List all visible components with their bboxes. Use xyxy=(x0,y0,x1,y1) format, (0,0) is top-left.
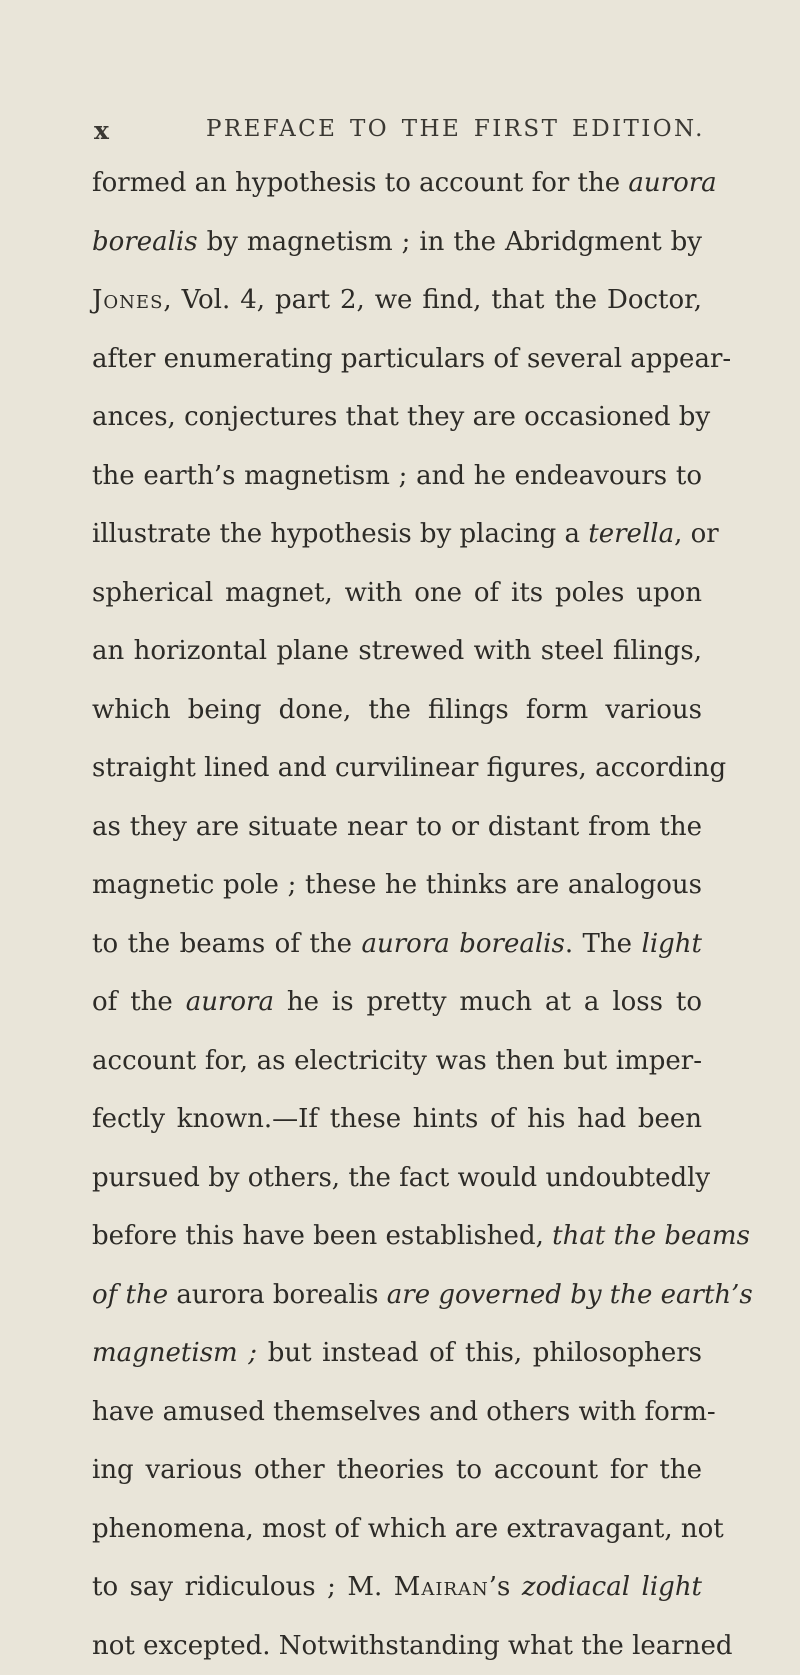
text-line xyxy=(92,1149,702,1208)
text-run: phenomena, most of which are extravagant, not xyxy=(92,1514,724,1544)
text-line xyxy=(92,505,702,564)
text-line xyxy=(92,915,702,974)
running-head xyxy=(94,116,710,146)
text-line xyxy=(92,271,702,330)
text-run: he is pretty much at a loss to xyxy=(274,987,702,1017)
text-run: straight lined and curvilinear figures, according xyxy=(92,753,726,783)
text-line xyxy=(92,330,702,389)
italic-run: aurora borealis xyxy=(361,929,564,959)
italic-run: light xyxy=(642,929,702,959)
text-run: fectly known.—If these hints of his had been xyxy=(92,1104,702,1134)
text-line xyxy=(92,1207,702,1266)
text-line xyxy=(92,1383,702,1442)
text-run: aurora borealis xyxy=(168,1280,387,1310)
text-run: of the xyxy=(92,987,186,1017)
small-caps-run: Jones xyxy=(92,285,163,315)
text-run: by magnetism ; in the Abridgment by xyxy=(198,227,702,257)
text-line xyxy=(92,213,702,272)
small-caps-run: Mairan xyxy=(394,1572,489,1602)
text-run: illustrate the hypothesis by placing a xyxy=(92,519,588,549)
text-line xyxy=(92,1324,702,1383)
text-run: to the beams of the xyxy=(92,929,361,959)
text-line xyxy=(92,154,702,213)
text-run: an horizontal plane strewed with steel filings, xyxy=(92,636,702,666)
italic-run: borealis xyxy=(92,227,198,257)
text-run: , or xyxy=(674,519,719,549)
text-run: magnetic pole ; these he thinks are analogous xyxy=(92,870,702,900)
italic-run: zodiacal light xyxy=(522,1572,702,1602)
text-line xyxy=(92,798,702,857)
italic-run: that the beams xyxy=(552,1221,750,1251)
italic-run: of the xyxy=(92,1280,168,1310)
text-line xyxy=(92,447,702,506)
text-line xyxy=(92,388,702,447)
text-run: , Vol. 4, part 2, we find, that the Doctor, xyxy=(163,285,702,315)
text-line xyxy=(92,1617,702,1675)
text-run: ’s xyxy=(489,1572,522,1602)
text-run: spherical magnet, with one of its poles upon xyxy=(92,578,702,608)
text-run: have amused themselves and others with form- xyxy=(92,1397,716,1427)
text-line xyxy=(92,622,702,681)
text-run: the earth’s magnetism ; and he endeavours to xyxy=(92,461,702,491)
text-run: ing various other theories to account for the xyxy=(92,1455,702,1485)
text-line xyxy=(92,1558,702,1617)
text-line xyxy=(92,1266,702,1325)
text-run: but instead of this, philosophers xyxy=(257,1338,702,1368)
text-run: formed an hypothesis to account for the xyxy=(92,168,628,198)
italic-run: magnetism ; xyxy=(92,1338,257,1368)
text-line xyxy=(92,564,702,623)
text-run: ances, conjectures that they are occasioned by xyxy=(92,402,710,432)
italic-run: are governed by the earth’s xyxy=(387,1280,753,1310)
text-run: which being done, the filings form various xyxy=(92,695,702,725)
text-line xyxy=(92,973,702,1032)
text-run: . The xyxy=(565,929,642,959)
text-run: not excepted. Notwithstanding what the learned xyxy=(92,1631,733,1661)
text-line xyxy=(92,1441,702,1500)
italic-run: terella xyxy=(588,519,674,549)
text-line xyxy=(92,1500,702,1559)
text-line xyxy=(92,739,702,798)
body-text xyxy=(92,154,702,1675)
text-run: before this have been established, xyxy=(92,1221,552,1251)
text-run: to say ridiculous ; M. xyxy=(92,1572,394,1602)
italic-run: aurora xyxy=(628,168,716,198)
text-run: after enumerating particulars of several appear- xyxy=(92,344,731,374)
running-title: PREFACE TO THE FIRST EDITION. xyxy=(206,116,705,142)
text-line xyxy=(92,1090,702,1149)
text-line xyxy=(92,681,702,740)
text-line xyxy=(92,1032,702,1091)
text-run: pursued by others, the fact would undoubtedly xyxy=(92,1163,710,1193)
page-number: x xyxy=(94,116,110,145)
text-line xyxy=(92,856,702,915)
text-run: account for, as electricity was then but imper- xyxy=(92,1046,702,1076)
text-run: as they are situate near to or distant from the xyxy=(92,812,702,842)
italic-run: aurora xyxy=(186,987,274,1017)
